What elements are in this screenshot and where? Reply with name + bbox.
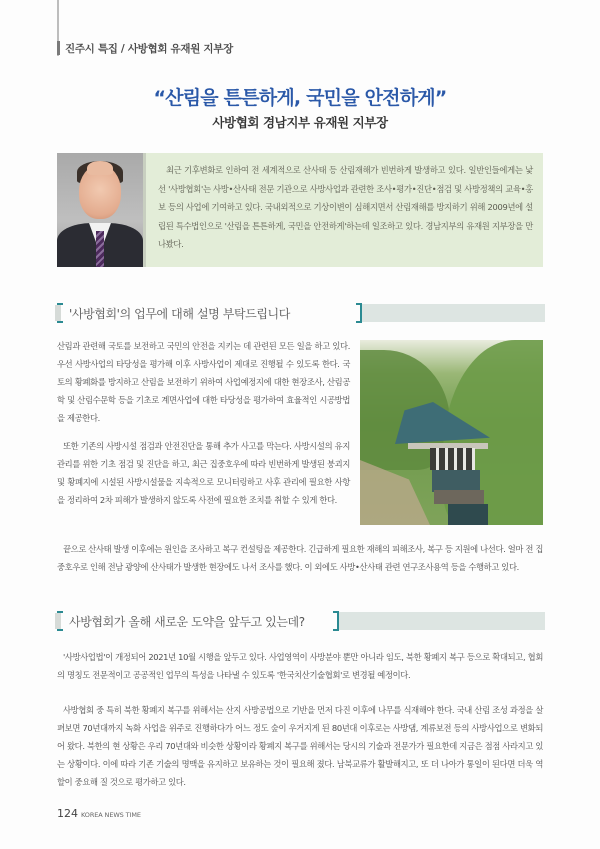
bracket-shadow <box>55 613 61 629</box>
paragraph: 산림과 관련해 국토를 보전하고 국민의 안전을 지키는 데 관련된 모든 일을 하고 있다. 우선 사방사업의 타당성을 평가해 이후 사방사업이 제대로 진행될 수 있도록 한다. 국토의 황폐화를 방지하고 산림을 보전하기 위하여 사업예정지에 대한 현장조사, 산림공학 및 산림수문학 등을 기초로 계면사업에 대한 타당성을 평가하여 효율적인 시공방법을 제공한다. <box>57 341 350 423</box>
portrait-photo <box>57 153 143 267</box>
section-heading-1 <box>57 302 545 324</box>
section-title-2: 사방협회가 올해 새로운 도약을 앞두고 있는데? <box>69 614 305 629</box>
section-heading-2 <box>57 610 545 632</box>
section-heading-fill <box>362 304 545 322</box>
headline: “산림을 튼튼하게, 국민을 안전하게” <box>153 87 447 109</box>
photo-pool <box>432 470 480 492</box>
paragraph: 또한 기존의 사방시설 점검과 안전진단을 통해 추가 사고를 막는다. 사방시설의 유지관리를 위한 기초 점검 및 진단을 하고, 최근 집중호우에 따라 빈번하게 발생된 붕괴지 및 황폐지에 시설된 사방시설물을 지속적으로 모니터링하고 사후 관리에 필요한 사항을 정리하여 2차 피해가 발생하지 않도록 사전에 필요한 조치를 취할 수 있게 한다. <box>57 441 350 505</box>
dam-photo <box>360 340 543 525</box>
bracket-shadow <box>55 305 61 321</box>
paragraph: 사방협회 중 특히 북한 황폐지 복구를 위해서는 산지 사방공법으로 기반을 먼저 다진 이후에 나무를 식재해야 한다. 국내 산림 조성 과정을 살펴보면 70년대까지 녹화 사업을 위주로 진행하다가 어느 정도 숲이 우거지게 된 80년대 이후로는 사방댐, 계류보전 등의 사방사업으로 변화되어 왔다. 북한의 현 상황은 우리 70년대와 비슷한 상황이라 황폐지 복구를 위해서는 당시의 기술과 전문가가 필요한데 지금은 점점 사라지고 있는 상황이다. 이에 따라 기존 기술의 명맥을 유지하고 보유하는 것이 필요해 졌다. 남북교류가 활발해지고, 또 더 나아가 통일이 된다면 더욱 역할이 중요해 질 것으로 평가하고 있다. <box>57 705 543 787</box>
paragraph: 끝으로 산사태 발생 이후에는 원인을 조사하고 복구 컨설팅을 제공한다. 긴급하게 필요한 재해의 피해조사, 복구 등 지원에 나선다. 얼마 전 집중호우로 인해 전남 광양에 산사태가 발생한 현장에도 나서 조사를 했다. 이 외에도 사방•산사태 관련 연구조사용역 등을 수행하고 있다. <box>57 544 543 572</box>
section-label <box>57 40 233 56</box>
magazine-name: KOREA NEWS TIME <box>81 811 141 819</box>
intro-text: 최근 기후변화로 인하여 전 세계적으로 산사태 등 산림재해가 빈번하게 발생하고 있다. 일반인들에게는 낯선 '사방협회'는 사방•산사태 전문 기관으로 사방사업과 관련한 조사•평가•진단•점검 및 사방정책의 교육•홍보 등의 사업에 기여하고 있다. 국내외적으로 기상이변이 심해지면서 산림재해를 방지하기 위해 2009년에 설립된 특수법인으로 '산림을 튼튼하게, 국민을 안전하게'하는데 일조하고 있다. 경남지부의 유재원 지부장을 만나봤다. <box>143 153 543 267</box>
subhead: 사방협회 경남지부 유재원 지부장 <box>212 115 388 130</box>
photo-rocks <box>434 490 484 504</box>
photo-spillway <box>430 448 475 470</box>
section-heading-fill <box>339 612 545 630</box>
section-label-text: 진주시 특집 / 사방협회 유재원 지부장 <box>65 42 233 55</box>
photo-stream <box>448 504 488 525</box>
portrait-tie <box>96 231 104 267</box>
intro-box <box>57 153 543 267</box>
section-label-bar <box>57 41 60 55</box>
section-title-1: '사방협회'의 업무에 대해 설명 부탁드립니다 <box>69 306 290 321</box>
page-footer <box>57 807 141 820</box>
page-number: 124 <box>57 807 78 820</box>
portrait-bald <box>87 161 113 175</box>
paragraph: '사방사업법'이 개정되어 2021년 10월 시행을 앞두고 있다. 사업영역이 사방분야 뿐만 아니라 임도, 북한 황폐지 복구 등으로 확대되고, 협회의 명칭도 전문적이고 공공적인 업무의 특성을 나타낼 수 있도록 '한국치산기술협회'로 변경될 예정이다. <box>57 652 543 680</box>
